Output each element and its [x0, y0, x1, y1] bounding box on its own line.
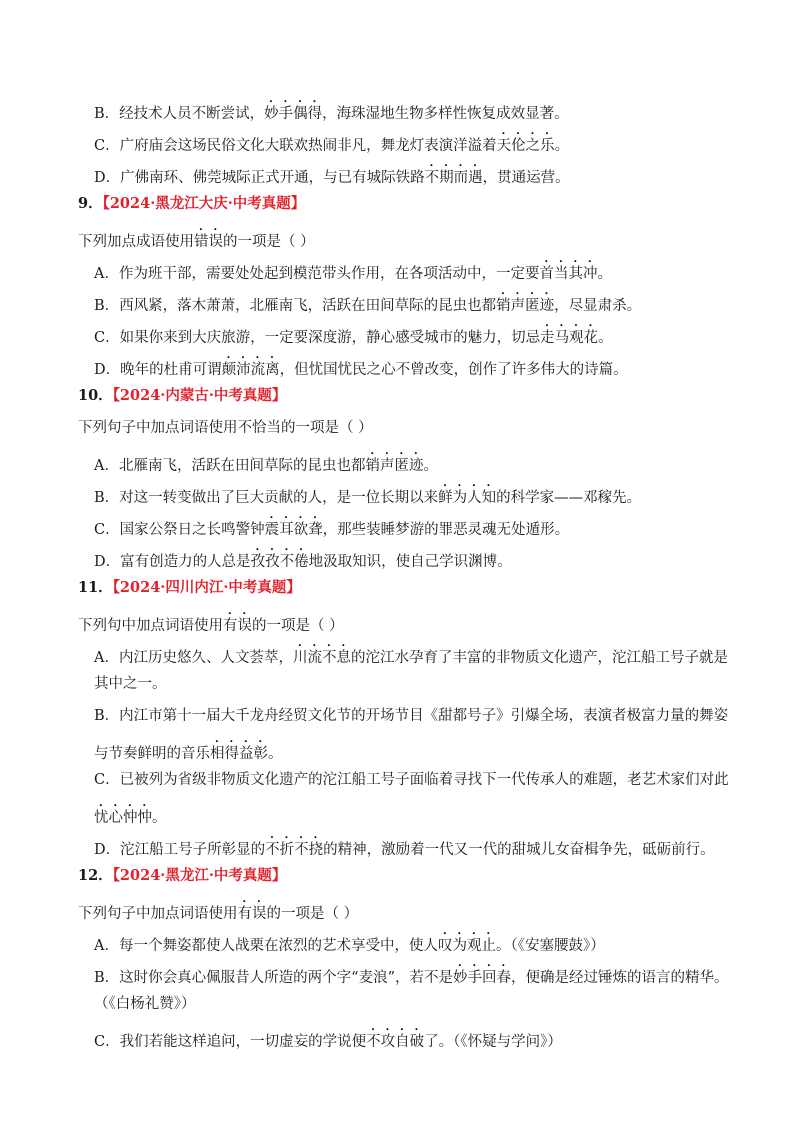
q10-option-d	[0, 546, 760, 572]
q11-option-b-line2	[0, 738, 760, 764]
q11-a-dotted: 川流不息	[292, 650, 351, 666]
q11-d-pre: D．沱江船工号子所彰显的	[94, 842, 266, 858]
q9-d-pre: D．晚年的杜甫可谓	[94, 362, 222, 378]
q9-a-post: 。	[597, 266, 612, 282]
q11-a-pre: A．内江历史悠久、人文荟萃，	[94, 650, 293, 666]
q12-source-tag: 【2024·黑龙江·中考真题】	[112, 867, 287, 884]
q10-a-pre: A．北雁南飞，活跃在田间草际的昆虫也都	[94, 458, 366, 474]
q12-b-post: ，便确是经过锤炼的语言的精华。	[510, 970, 729, 986]
q11-stem-dotted: 有误	[223, 618, 252, 634]
q12-b-dotted: 妙手回春	[452, 970, 511, 986]
q12-option-b-line2: （《白杨礼赞》）	[94, 996, 196, 1012]
q11-b-pre: 与节奏鲜明的音乐	[94, 746, 210, 762]
q10-c-post: ，那些装睡梦游的罪恶灵魂无处遁形。	[322, 522, 570, 538]
q9-a-pre: A．作为班干部，需要处处起到模范带头作用，在各项活动中，一定要	[94, 266, 540, 282]
q9-b-pre: B．西风紧，落木萧萧，北雁南飞，活跃在田间草际的昆虫也都	[94, 298, 497, 314]
q9-option-d	[0, 354, 760, 380]
q9-stem	[0, 226, 760, 252]
q8-c-dotted: 天伦之乐	[496, 138, 555, 154]
q11-d-post: 的精神，激励着一代又一代的甜城儿女奋楫争先，砥砺前行。	[323, 842, 715, 858]
q11-b-post: 。	[268, 746, 283, 762]
q10-c-pre: C．国家公祭日之长鸣警钟	[94, 522, 265, 538]
q8-d-dotted: 不期而遇	[424, 170, 483, 186]
q8-c-pre: C．广府庙会这场民俗文化大联欢热闹非凡，舞龙灯表演洋溢着	[94, 138, 497, 154]
q12-c-dotted: 不攻自破	[366, 1034, 425, 1050]
q12-option-c	[0, 1026, 760, 1052]
q9-option-c	[0, 322, 760, 348]
q11-a-post: 的沱江水孕育了丰富的非物质文化遗产，沱江船工号子就是	[350, 650, 728, 666]
q11-heading	[0, 578, 760, 598]
q11-option-d	[0, 834, 760, 860]
q12-option-b-line1	[0, 962, 760, 988]
q12-c-pre: C．我们若能这样追问，一切虚妄的学说便	[94, 1034, 367, 1050]
q12-heading	[0, 866, 760, 886]
q12-c-post: 了。（《怀疑与学问》）	[424, 1034, 562, 1050]
q9-option-b	[0, 290, 760, 316]
q8-b-dotted: 妙手偶得	[264, 106, 323, 122]
q11-c-post: 。	[152, 810, 167, 826]
q11-option-a-line1	[0, 642, 760, 668]
q8-b-pre: B．经技术人员不断尝试，	[94, 106, 265, 122]
q10-d-dotted: 孜孜不倦	[250, 554, 309, 570]
q11-option-b-line1: B．内江市第十一届大千龙舟经贸文化节的开场节目《甜都号子》引爆全场，表演者极富力量的舞姿	[94, 708, 729, 724]
q10-source-tag: 【2024·内蒙古·中考真题】	[112, 387, 287, 404]
q9-b-dotted: 销声匿迹	[496, 298, 555, 314]
q9-d-post: ，但忧国忧民之心不曾改变，创作了许多伟大的诗篇。	[279, 362, 628, 378]
q10-a-post: 。	[423, 458, 438, 474]
q8-d-post: ，贯通运营。	[482, 170, 570, 186]
q11-option-a-line2: 其中之一。	[94, 676, 167, 692]
q12-option-a	[0, 930, 760, 956]
q9-c-dotted: 走马观花	[540, 330, 599, 346]
q8-option-c	[0, 130, 760, 156]
q9-stem-post: 的一项是（ ）	[223, 234, 315, 250]
q10-b-pre: B．对这一转变做出了巨大贡献的人，是一位长期以来	[94, 490, 439, 506]
q11-option-c-line2	[0, 802, 760, 828]
q12-a-pre: A．每一个舞姿都使人战栗在浓烈的艺术享受中，使人	[94, 938, 438, 954]
q9-stem-dotted: 错误	[194, 234, 223, 250]
q11-c-dotted: 忧心忡忡	[94, 810, 152, 826]
q10-b-post: 的科学家——邓稼先。	[496, 490, 642, 506]
q10-d-pre: D．富有创造力的人总是	[94, 554, 251, 570]
q12-b-pre: B．这时你会真心佩服昔人所造的两个字“麦浪”，若不是	[94, 970, 453, 986]
q8-c-post: 。	[554, 138, 570, 154]
q11-option-c-line1: C．已被列为省级非物质文化遗产的沱江船工号子面临着寻找下一代传承人的难题，老艺术家们对此	[94, 772, 729, 788]
q12-stem-post: 的一项是（ ）	[266, 906, 359, 922]
q9-stem-pre: 下列加点成语使用	[78, 234, 194, 250]
q11-b-dotted: 相得益彰	[210, 746, 268, 762]
q12-stem-dotted: 有误	[237, 906, 267, 922]
q11-source-tag: 【2024·四川内江·中考真题】	[112, 579, 301, 596]
q12-stem-pre: 下列句子中加点词语使用	[78, 906, 238, 922]
q10-option-c	[0, 514, 760, 540]
q11-stem-pre: 下列句中加点词语使用	[78, 618, 223, 634]
q11-stem-post: 的一项是（ ）	[252, 618, 344, 634]
q8-option-d	[0, 162, 760, 188]
q8-option-b	[0, 98, 760, 124]
q10-heading	[0, 386, 760, 406]
q11-stem	[0, 610, 760, 636]
q9-option-a	[0, 258, 760, 284]
q9-a-dotted: 首当其冲	[539, 266, 598, 282]
q10-c-dotted: 震耳欲聋	[264, 522, 323, 538]
q9-b-post: ，尽显肃杀。	[554, 298, 642, 314]
q8-d-pre: D．广佛南环、佛莞城际正式开通，与已有城际铁路	[94, 170, 425, 186]
q12-number: 12．	[78, 867, 113, 884]
q9-c-post: 。	[598, 330, 613, 346]
q11-number: 11．	[78, 579, 113, 596]
q10-a-dotted: 销声匿迹	[365, 458, 424, 474]
q10-option-b	[0, 482, 760, 508]
q10-b-dotted: 鲜为人知	[438, 490, 497, 506]
q12-a-dotted: 叹为观止	[437, 938, 496, 954]
q9-heading	[0, 194, 760, 214]
q10-d-post: 地汲取知识，使自己学识渊博。	[308, 554, 512, 570]
q8-b-post: ，海珠湿地生物多样性恢复成效显著。	[322, 106, 569, 122]
q9-source-tag: 【2024·黑龙江大庆·中考真题】	[102, 195, 306, 212]
q9-number: 9．	[78, 195, 103, 212]
q12-a-post: 。（《安塞腰鼓》）	[495, 938, 605, 954]
q11-d-dotted: 不折不挠	[265, 842, 324, 858]
q9-d-dotted: 颠沛流离	[221, 362, 280, 378]
q10-stem: 下列句子中加点词语使用不恰当的一项是（ ）	[78, 420, 373, 436]
q10-number: 10．	[78, 387, 113, 404]
q10-option-a	[0, 450, 760, 476]
q9-c-pre: C．如果你来到大庆旅游，一定要深度游，静心感受城市的魅力，切忌	[94, 330, 541, 346]
q12-stem	[0, 898, 760, 924]
